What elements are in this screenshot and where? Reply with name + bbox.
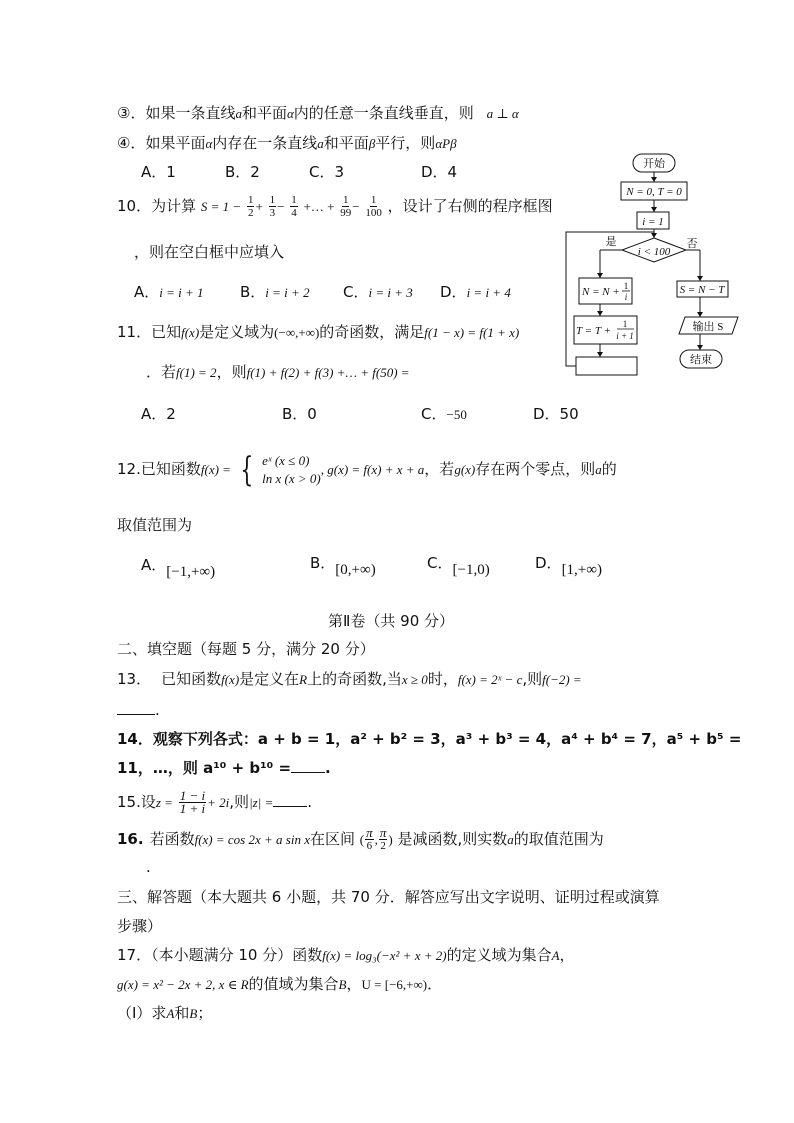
flowchart-blank-node xyxy=(576,357,637,375)
q8-item3: ③．如果一条直线a和平面α内的任意一条直线垂直，则 a ⊥ α xyxy=(117,104,519,122)
svg-text:i: i xyxy=(624,292,628,302)
section-title: 第Ⅱ卷（共 90 分） xyxy=(328,612,455,630)
q10-option-a: A．i = i + 1 xyxy=(134,283,204,301)
q11-line2: ．若f(1) = 2，则f(1) + f(2) + f(3) +… + f(50) = xyxy=(146,363,410,381)
q10-option-c: C．i = i + 3 xyxy=(343,283,413,301)
q15-stem: 15.设z = $\frac{1 - i}{1 + i}$ + 2i,则|z| = . xyxy=(117,788,313,816)
svg-text:i + 1: i + 1 xyxy=(616,331,634,341)
fraction: $\frac{1}{99}$ xyxy=(340,194,352,219)
q16-line2: . xyxy=(146,858,151,876)
q9-option-a: A．1 xyxy=(141,163,176,181)
q9-option-d: D．4 xyxy=(421,163,458,181)
part3-heading-line1: 三、解答题（本大题共 6 小题，共 70 分．解答应写出文字说明、证明过程或演算 xyxy=(117,888,660,906)
part3-heading-line2: 步骤） xyxy=(117,917,163,935)
flowchart-start-text: 开始 xyxy=(643,158,665,170)
q12-option-a: A．[−1,+∞) xyxy=(141,556,216,580)
flowchart-no-text: 否 xyxy=(686,238,698,250)
q9-option-c: C．3 xyxy=(309,163,345,181)
fraction: $\frac{\pi}{6}$ xyxy=(366,825,373,852)
flowchart-init-text: N = 0, T = 0 xyxy=(626,186,682,198)
svg-text:1: 1 xyxy=(623,281,629,291)
q17-stem: 17．（本小题满分 10 分）函数f(x) = log₃(−x² + x + 2)的定义域为集合A， xyxy=(117,946,575,964)
flowchart-s-text: S = N − T xyxy=(679,284,725,296)
q11-option-b: B．0 xyxy=(282,405,317,423)
flowchart-yes-text: 是 xyxy=(605,236,617,248)
q12-line2: 取值范围为 xyxy=(117,516,193,534)
part2-heading: 二、填空题（每题 5 分，满分 20 分） xyxy=(117,640,375,658)
q8-item4: ④．如果平面α内存在一条直线a和平面β平行，则αPβ xyxy=(117,134,457,152)
fraction: $\frac{1}{3}$ xyxy=(269,194,276,219)
q9-option-b: B．2 xyxy=(225,163,260,181)
q11-stem: 11．已知f(x)是定义域为(−∞,+∞)的奇函数，满足f(1 − x) = f(1 + x) xyxy=(117,323,520,341)
svg-text:1: 1 xyxy=(622,319,628,329)
q13-stem: 13． 已知函数f(x)是定义在R上的奇函数,当x ≥ 0时，f(x) = 2ˣ − c,则f(−2) = xyxy=(117,670,582,688)
q14-line2: 11，…，则 a¹⁰ + b¹⁰ = . xyxy=(117,759,331,777)
q13-answer-blank[interactable]: . xyxy=(117,700,160,719)
fraction: $\frac{1}{2}$ xyxy=(247,194,254,219)
flowchart-i1-text: i = 1 xyxy=(642,216,664,228)
q17-line2: g(x) = x² − 2x + 2, x ∈ R的值域为集合B，U = [−6,+∞)． xyxy=(117,975,443,993)
flowchart-t-text: T = T + xyxy=(576,325,611,337)
q17-part1: （Ⅰ）求A和B； xyxy=(117,1004,213,1022)
q10-option-b: B．i = i + 2 xyxy=(240,283,310,301)
program-flowchart xyxy=(560,150,760,380)
q16-stem: 16. 若函数f(x) = cos 2x + a sin x在区间 ( $\frac{\pi}{6}$ , $\frac{\pi}{2}$ ) 是减函数,则实数a的取值范围为 xyxy=(117,825,604,852)
q10-line2: ，则在空白框中应填入 xyxy=(134,243,285,261)
fraction: $\frac{1}{4}$ xyxy=(291,194,297,219)
flowchart-output-text: 输出 S xyxy=(692,321,724,333)
flowchart-cond-text: i < 100 xyxy=(637,246,671,258)
q15-answer-blank[interactable] xyxy=(273,794,307,807)
q11-option-c: C．−50 xyxy=(421,405,467,423)
piecewise-brace: { xyxy=(240,449,254,490)
q14-answer-blank[interactable] xyxy=(291,760,325,773)
q11-option-d: D．50 xyxy=(533,405,579,423)
fraction: $\frac{1}{100}$ xyxy=(365,194,382,219)
q12-option-b: B．[0,+∞) xyxy=(310,554,376,578)
flowchart-end-text: 结束 xyxy=(690,354,712,366)
fraction: $\frac{1 - i}{1 + i}$ xyxy=(179,788,206,816)
q12-option-c: C．[−1,0) xyxy=(427,554,490,578)
q12-option-d: D．[1,+∞) xyxy=(535,554,602,578)
q12-stem: 12.已知函数f(x) = { eˣ (x ≤ 0) ln x (x > 0) , g(x) = f(x) + x + a，若g(x)存在两个零点，则a的 xyxy=(117,449,617,490)
q10-stem: 10．为计算 S = 1 − $\frac{1}{2}$ + $\frac{1}{3}$ − $\frac{1}{4}$ +… + $\frac{1}{99}$ − $\frac{1}{100}$ ，设计了右侧的程序框图 xyxy=(117,194,553,219)
flowchart-n-text: N = N + xyxy=(582,286,620,298)
q14-line1: 14．观察下列各式：a + b = 1，a² + b² = 3，a³ + b³ = 4，a⁴ + b⁴ = 7，a⁵ + b⁵ = xyxy=(117,730,742,748)
fraction: $\frac{\pi}{2}$ xyxy=(379,825,387,852)
q10-option-d: D．i = i + 4 xyxy=(440,283,511,301)
q11-option-a: A．2 xyxy=(141,405,176,423)
